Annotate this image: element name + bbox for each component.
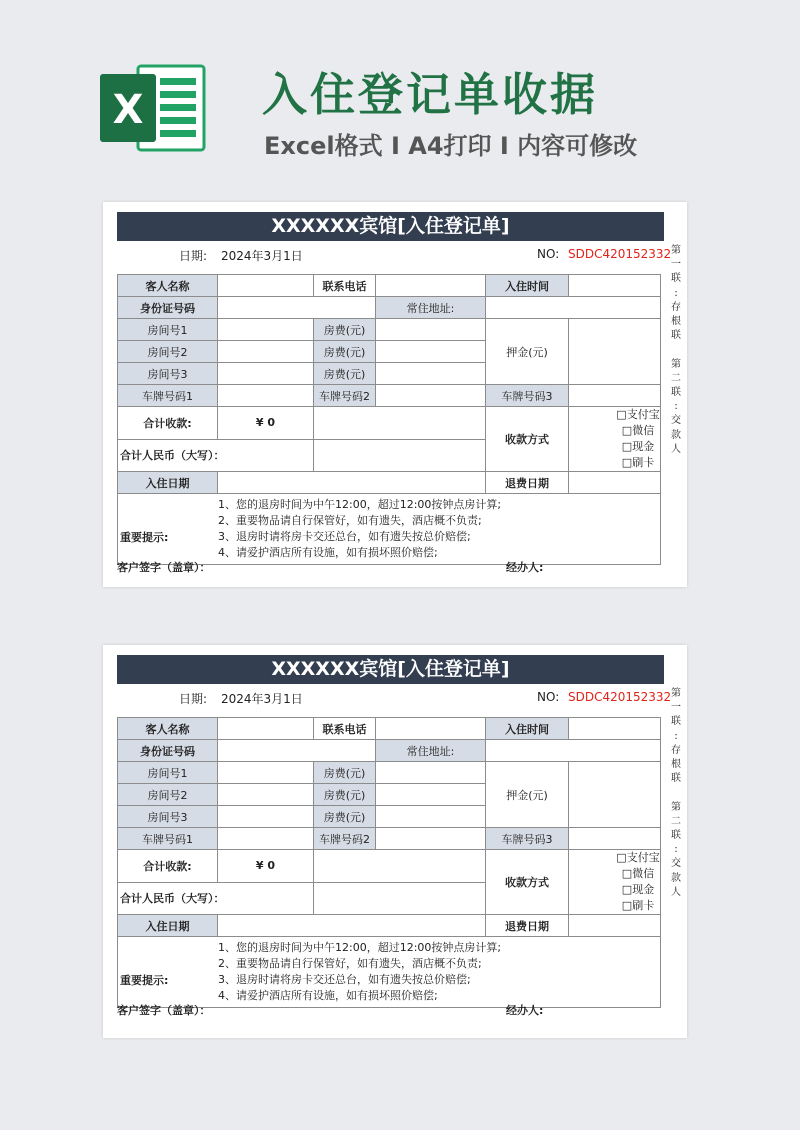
total-value: ¥ 0 [218, 850, 314, 883]
rate1-cell[interactable] [376, 762, 486, 784]
deposit-cell[interactable] [569, 319, 661, 385]
tip-item: 2、重要物品请自行保管好，如有遗失，酒店概不负责; [218, 514, 482, 527]
total-label: 合计收款: [118, 850, 218, 883]
cash-checkbox[interactable]: □现金 [621, 440, 655, 453]
rmb-label: 合计人民币（大写）： [118, 439, 314, 472]
registration-sheet-1 [103, 202, 687, 587]
header [0, 0, 800, 200]
checkout-date-label: 退费日期 [486, 472, 569, 494]
svg-text:X: X [112, 87, 144, 133]
no-value: SDDC420152332 [568, 690, 672, 704]
total-blank [314, 407, 486, 440]
date-row [117, 243, 677, 265]
page-title: 入住登记单收据 [262, 68, 599, 121]
plate1-cell[interactable] [218, 385, 314, 407]
plate3-label: 车牌号码3 [486, 828, 569, 850]
room3-cell[interactable] [218, 363, 314, 385]
total-label: 合计收款: [118, 407, 218, 440]
date-value: 2024年3月1日 [221, 249, 303, 263]
rate3-cell[interactable] [376, 363, 486, 385]
phone-label: 联系电话 [314, 275, 376, 297]
rate1-label: 房费(元) [314, 319, 376, 341]
wechat-checkbox[interactable]: □微信 [621, 424, 655, 437]
rmb-cell[interactable] [314, 882, 486, 915]
cash-checkbox[interactable]: □现金 [621, 883, 655, 896]
plate3-cell[interactable] [569, 385, 661, 407]
deposit-cell[interactable] [569, 762, 661, 828]
date-label: 日期: [179, 692, 208, 706]
total-value: ¥ 0 [218, 407, 314, 440]
copy-note-side: 第 一 联 : 存 根 联 第 二 联 : 交 款 人 [671, 245, 681, 455]
id-number-cell[interactable] [218, 297, 376, 319]
checkout-date-cell[interactable] [569, 915, 661, 937]
room3-label: 房间号3 [118, 806, 218, 828]
rate3-label: 房费(元) [314, 806, 376, 828]
tips-cell [118, 937, 661, 1008]
tips-label: 重要提示: [120, 974, 169, 987]
id-number-label: 身份证号码 [118, 740, 218, 762]
room1-cell[interactable] [218, 319, 314, 341]
phone-cell[interactable] [376, 275, 486, 297]
tip-item: 1、您的退房时间为中午12:00，超过12:00按钟点房计算; [218, 498, 502, 511]
plate1-label: 车牌号码1 [118, 385, 218, 407]
no-label: NO: [537, 690, 560, 704]
plate2-cell[interactable] [376, 385, 486, 407]
room1-label: 房间号1 [118, 762, 218, 784]
deposit-label: 押金(元) [486, 319, 569, 385]
deposit-label: 押金(元) [486, 762, 569, 828]
guest-name-cell[interactable] [218, 718, 314, 740]
rate3-label: 房费(元) [314, 363, 376, 385]
page-subtitle: Excel格式 I A4打印 I 内容可修改 [264, 132, 638, 160]
plate1-cell[interactable] [218, 828, 314, 850]
plate3-cell[interactable] [569, 828, 661, 850]
address-label: 常住地址: [376, 740, 486, 762]
rate2-label: 房费(元) [314, 341, 376, 363]
plate1-label: 车牌号码1 [118, 828, 218, 850]
rmb-label: 合计人民币（大写）： [118, 882, 314, 915]
checkin-date-label: 入住日期 [118, 915, 218, 937]
tip-item: 3、退房时请将房卡交还总台，如有遗失按总价赔偿; [218, 530, 471, 543]
checkin-date-cell[interactable] [218, 472, 486, 494]
room1-cell[interactable] [218, 762, 314, 784]
alipay-checkbox[interactable]: □支付宝 [616, 408, 660, 421]
tip-item: 2、重要物品请自行保管好，如有遗失，酒店概不负责; [218, 957, 482, 970]
pay-method-options[interactable] [569, 407, 661, 472]
checkin-time-cell[interactable] [569, 275, 661, 297]
date-value: 2024年3月1日 [221, 692, 303, 706]
pay-method-label: 收款方式 [486, 407, 569, 472]
guest-name-cell[interactable] [218, 275, 314, 297]
checkin-date-cell[interactable] [218, 915, 486, 937]
copy-note-side: 第 一 联 : 存 根 联 第 二 联 : 交 款 人 [671, 688, 681, 898]
alipay-checkbox[interactable]: □支付宝 [616, 851, 660, 864]
sheet-title-bar: XXXXXX宾馆[入住登记单] [117, 655, 664, 684]
tip-item: 4、请爱护酒店所有设施，如有损坏照价赔偿; [218, 546, 438, 559]
address-cell[interactable] [486, 297, 661, 319]
room3-cell[interactable] [218, 806, 314, 828]
id-number-label: 身份证号码 [118, 297, 218, 319]
plate3-label: 车牌号码3 [486, 385, 569, 407]
tip-item: 3、退房时请将房卡交还总台，如有遗失按总价赔偿; [218, 973, 471, 986]
agent-label: 经办人: [506, 561, 544, 574]
rate2-cell[interactable] [376, 784, 486, 806]
guest-name-label: 客人名称 [118, 718, 218, 740]
date-label: 日期: [179, 249, 208, 263]
registration-table [117, 717, 661, 1008]
address-label: 常住地址: [376, 297, 486, 319]
no-value: SDDC420152332 [568, 247, 672, 261]
no-label: NO: [537, 247, 560, 261]
customer-sign-label: 客户签字（盖章）： [117, 1004, 211, 1017]
checkin-time-label: 入住时间 [486, 718, 569, 740]
tips-label: 重要提示: [120, 531, 169, 544]
checkin-time-label: 入住时间 [486, 275, 569, 297]
rate2-cell[interactable] [376, 341, 486, 363]
plate2-label: 车牌号码2 [314, 385, 376, 407]
address-cell[interactable] [486, 740, 661, 762]
registration-sheet-2 [103, 645, 687, 1038]
card-checkbox[interactable]: □刷卡 [621, 456, 655, 469]
sheet-title-bar: XXXXXX宾馆[入住登记单] [117, 212, 664, 241]
pay-method-options[interactable] [569, 850, 661, 915]
plate2-label: 车牌号码2 [314, 828, 376, 850]
rate1-cell[interactable] [376, 319, 486, 341]
tip-item: 1、您的退房时间为中午12:00，超过12:00按钟点房计算; [218, 941, 502, 954]
checkout-date-label: 退费日期 [486, 915, 569, 937]
tip-item: 4、请爱护酒店所有设施，如有损坏照价赔偿; [218, 989, 438, 1002]
wechat-checkbox[interactable]: □微信 [621, 867, 655, 880]
checkout-date-cell[interactable] [569, 472, 661, 494]
checkin-time-cell[interactable] [569, 718, 661, 740]
room2-label: 房间号2 [118, 784, 218, 806]
guest-name-label: 客人名称 [118, 275, 218, 297]
room2-cell[interactable] [218, 784, 314, 806]
customer-sign-label: 客户签字（盖章）： [117, 561, 211, 574]
date-row [117, 686, 677, 708]
rmb-cell[interactable] [314, 439, 486, 472]
room3-label: 房间号3 [118, 363, 218, 385]
card-checkbox[interactable]: □刷卡 [621, 899, 655, 912]
phone-cell[interactable] [376, 718, 486, 740]
rate2-label: 房费(元) [314, 784, 376, 806]
phone-label: 联系电话 [314, 718, 376, 740]
room1-label: 房间号1 [118, 319, 218, 341]
pay-method-label: 收款方式 [486, 850, 569, 915]
registration-table [117, 274, 661, 565]
tips-cell [118, 494, 661, 565]
room2-label: 房间号2 [118, 341, 218, 363]
room2-cell[interactable] [218, 341, 314, 363]
excel-logo-icon [100, 60, 206, 156]
checkin-date-label: 入住日期 [118, 472, 218, 494]
agent-label: 经办人: [506, 1004, 544, 1017]
plate2-cell[interactable] [376, 828, 486, 850]
total-blank [314, 850, 486, 883]
rate1-label: 房费(元) [314, 762, 376, 784]
id-number-cell[interactable] [218, 740, 376, 762]
rate3-cell[interactable] [376, 806, 486, 828]
